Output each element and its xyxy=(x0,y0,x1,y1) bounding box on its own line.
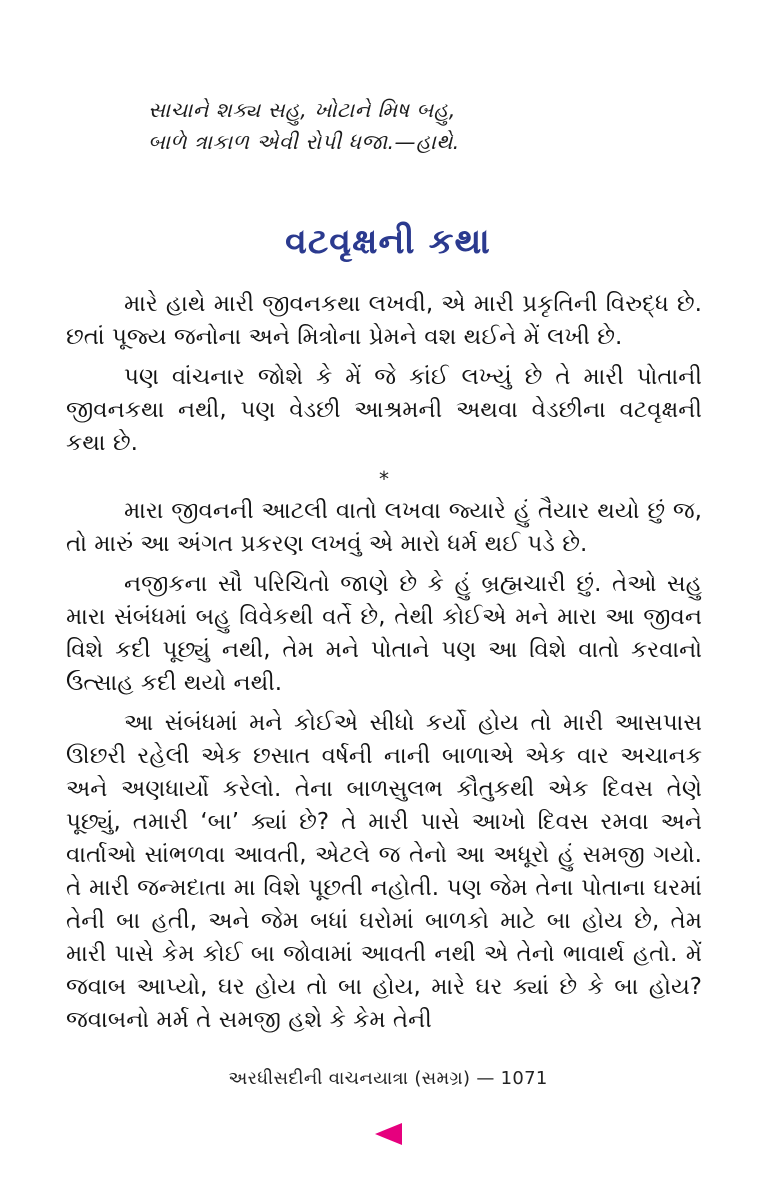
epigraph xyxy=(148,94,460,158)
paragraph: મારા જીવનની આટલી વાતો લખવા જ્યારે હું તૈયાર થયો છું જ, તો મારું આ અંગત પ્રકરણ લખવું એ મારો ધર્મ થઈ પડે છે. xyxy=(66,498,702,557)
body-text xyxy=(66,288,702,1044)
epigraph-line: સાચાને શક્ય સહુ, ખોટાને મિષ બહુ, xyxy=(148,98,456,122)
paragraph: નજીકના સૌ પરિચિતો જાણે છે કે હું બ્રહ્મચારી છું. તેઓ સહુ મારા સંબંધમાં બહુ વિવેકથી વર્તે છે, તેથી કોઈએ મને મારા આ જીવન વિશે કદી પૂછ્યું નથી, તેમ મને પોતાને પણ આ વિશે વાતો કરવાનો ઉત્સાહ કદી થયો નથી. xyxy=(66,571,702,696)
page-title: વટવૃક્ષની કથા xyxy=(285,222,491,262)
section-separator: * xyxy=(379,467,389,491)
paragraph: આ સંબંધમાં મને કોઈએ સીધો કર્યો હોય તો મારી આસપાસ ઊછરી રહેલી એક છસાત વર્ષની નાની બાળાએ એક વાર અચાનક અને અણધાર્યો કરેલો. તેના બાળસુલભ કૌતુકથી એક દિવસ તેણે પૂછ્યું, તમારી ‘બા’ ક્યાં છે? તે મારી પાસે આખો દિવસ રમવા અને વાર્તાઓ સાંભળવા આવતી, એટલે જ તેનો આ અધૂરો હું સમજી ગયો. તે મારી જન્મદાતા મા વિશે પૂછતી નહોતી. પણ જેમ તેના પોતાના ઘરમાં તેની બા હતી, અને જેમ બધાં ઘરોમાં બાળકો માટે બા હોય છે, તેમ મારી પાસે કેમ કોઈ બા જોવામાં આવતી નથી એ તેનો ભાવાર્થ હતો. મેં જવાબ આપ્યો, ઘર હોય તો બા હોય, મારે ઘર ક્યાં છે કે બા હોય? જવાબનો મર્મ તે સમજી હશે કે કેમ તેની xyxy=(66,710,702,1033)
epigraph-line: બાળે ત્રાકાળ એવી રોપી ધજા.—હાથે. xyxy=(148,130,460,154)
footer-caption: અરધીસદીની વાચનયાત્રા (સમગ્ર) — 1071 xyxy=(228,1068,548,1089)
previous-page-arrow-icon[interactable] xyxy=(375,1123,402,1145)
paragraph: પણ વાંચનાર જોશે કે મેં જે કાંઈ લખ્યું છે તે મારી પોતાની જીવનકથા નથી, પણ વેડછી આશ્રમની અથવા વેડછીના વટવૃક્ષની કથા છે. xyxy=(66,364,702,456)
paragraph: મારે હાથે મારી જીવનકથા લખવી, એ મારી પ્રકૃતિની વિરુદ્ધ છે. છતાં પૂજ્ય જનોના અને મિત્રોના પ્રેમને વશ થઈને મેં લખી છે. xyxy=(66,291,702,350)
